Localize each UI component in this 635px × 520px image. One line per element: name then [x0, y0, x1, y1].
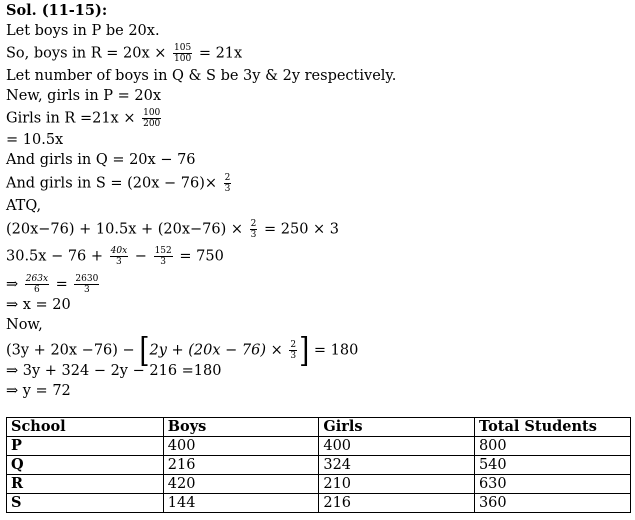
- fraction: [142, 108, 161, 129]
- line-13: ⇒ x = 20: [6, 297, 71, 313]
- header-school: School: [7, 418, 164, 437]
- numerator: 152: [154, 246, 172, 256]
- line-8: [6, 173, 233, 194]
- cell-girls: 210: [319, 475, 475, 494]
- implies-symbol: ⇒: [6, 276, 19, 293]
- line-2-result: = 21x: [198, 45, 243, 62]
- line-16: ⇒ 3y + 324 − 2y − 216 =180: [6, 363, 222, 379]
- bracket-close: ]: [299, 331, 310, 370]
- school-table: [6, 417, 631, 513]
- line-2: [6, 43, 242, 64]
- fraction: [250, 219, 258, 240]
- line-17: ⇒ y = 72: [6, 383, 71, 399]
- header-total: Total Students: [474, 418, 630, 437]
- line-5: [6, 108, 163, 129]
- denominator: 200: [143, 119, 161, 129]
- operator: =: [55, 276, 68, 293]
- fraction: [25, 274, 49, 295]
- cell-total: 360: [474, 494, 630, 513]
- line-6: = 10.5x: [6, 132, 64, 148]
- line-4: New, girls in P = 20x: [6, 88, 162, 104]
- line-11: [6, 246, 224, 267]
- line-10-text: (20x−76) + 10.5x + (20x−76) ×: [6, 221, 244, 238]
- denominator: 3: [250, 230, 257, 240]
- cell-school: P: [7, 437, 164, 456]
- denominator: 3: [83, 285, 90, 295]
- cell-girls: 324: [319, 456, 475, 475]
- line-10-result: = 250 × 3: [264, 221, 340, 238]
- line-11-text: 30.5x − 76 +: [6, 248, 104, 265]
- line-15-text: (3y + 20x −76) −: [6, 342, 135, 359]
- numerator: 105: [174, 43, 192, 53]
- denominator: 3: [116, 257, 122, 267]
- numerator: 40x: [110, 246, 128, 256]
- table-row: [7, 494, 631, 513]
- fraction: [173, 43, 192, 64]
- cell-girls: 216: [319, 494, 475, 513]
- line-8-text: And girls in S = (20x − 76)×: [6, 175, 218, 192]
- bracket-content: 2y + (20x − 76) ×: [149, 342, 283, 359]
- fraction: [289, 340, 297, 361]
- line-5-text: Girls in R =21x ×: [6, 110, 136, 127]
- cell-total: 540: [474, 456, 630, 475]
- cell-total: 630: [474, 475, 630, 494]
- line-15: [6, 331, 359, 370]
- line-1: Let boys in P be 20x.: [6, 23, 160, 39]
- numerator: 263x: [25, 274, 49, 284]
- line-2-text: So, boys in R = 20x ×: [6, 45, 167, 62]
- line-12: [6, 274, 101, 295]
- header-boys: Boys: [163, 418, 319, 437]
- numerator: 100: [143, 108, 161, 118]
- line-7: And girls in Q = 20x − 76: [6, 152, 196, 168]
- cell-boys: 216: [163, 456, 319, 475]
- cell-boys: 420: [163, 475, 319, 494]
- fraction: [224, 173, 232, 194]
- bracket-open: [: [139, 331, 150, 370]
- line-14: Now,: [6, 317, 43, 333]
- numerator: 2: [224, 173, 231, 183]
- fraction: [74, 274, 99, 295]
- fraction: [110, 246, 129, 267]
- line-15-result: = 180: [313, 342, 359, 359]
- fraction: [154, 246, 173, 267]
- cell-total: 800: [474, 437, 630, 456]
- numerator: 2: [290, 340, 297, 350]
- solution-title: Sol. (11-15):: [6, 2, 108, 19]
- denominator: 3: [160, 257, 167, 267]
- cell-school: Q: [7, 456, 164, 475]
- table-row: [7, 456, 631, 475]
- denominator: 100: [174, 54, 192, 64]
- table-row: [7, 475, 631, 494]
- cell-boys: 144: [163, 494, 319, 513]
- cell-school: S: [7, 494, 164, 513]
- cell-girls: 400: [319, 437, 475, 456]
- operator: −: [134, 248, 147, 265]
- numerator: 2: [250, 219, 257, 229]
- line-3: Let number of boys in Q & S be 3y & 2y respectively.: [6, 68, 397, 84]
- table-header-row: [7, 418, 631, 437]
- line-9: ATQ,: [6, 198, 42, 214]
- cell-boys: 400: [163, 437, 319, 456]
- cell-school: R: [7, 475, 164, 494]
- line-11-result: = 750: [179, 248, 224, 265]
- denominator: 3: [224, 184, 231, 194]
- numerator: 2630: [75, 274, 99, 284]
- line-10: [6, 219, 339, 240]
- table-row: [7, 437, 631, 456]
- denominator: 3: [290, 351, 297, 361]
- denominator: 6: [34, 285, 40, 295]
- header-girls: Girls: [319, 418, 475, 437]
